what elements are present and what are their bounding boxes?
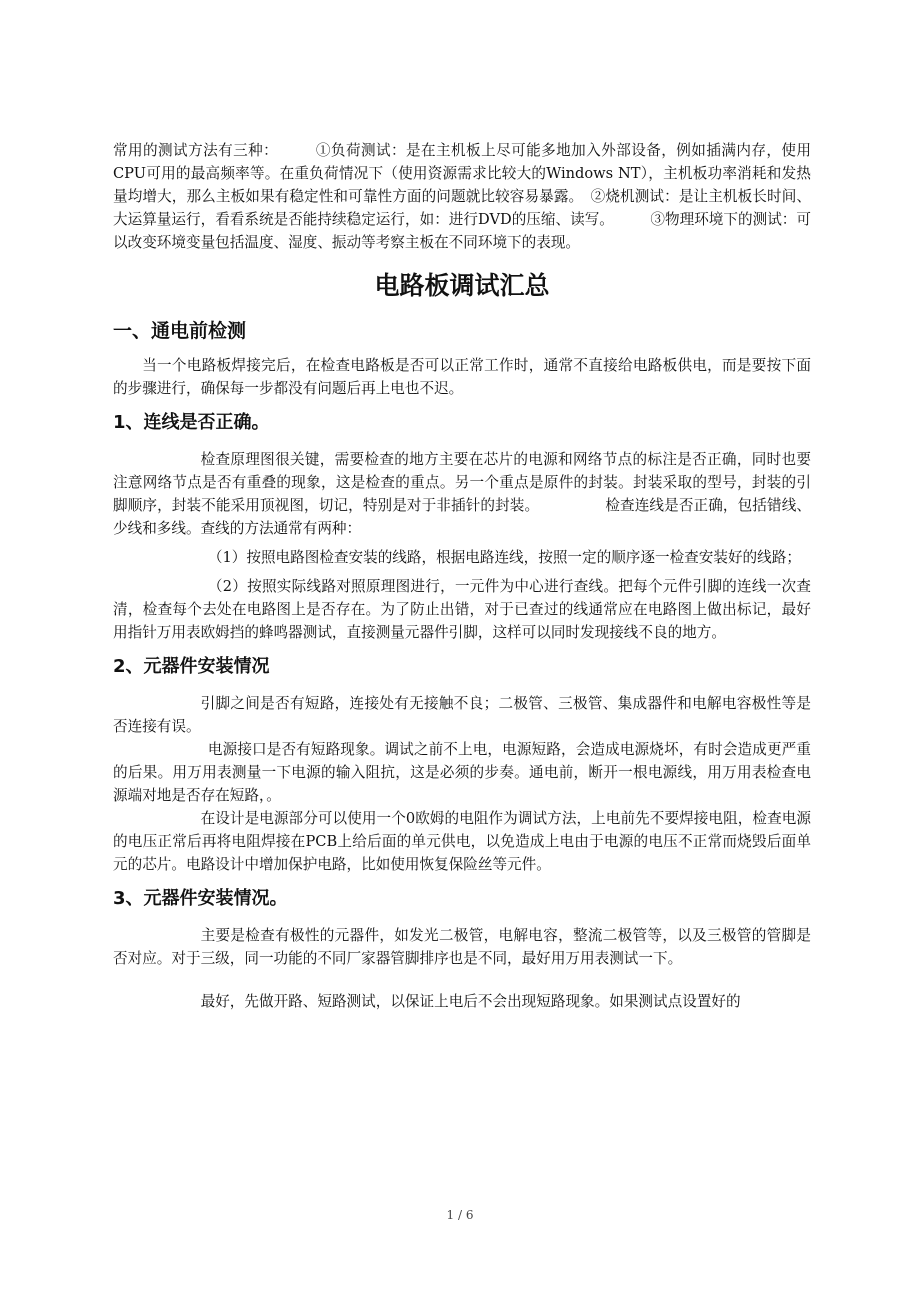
subsection-heading-wiring: 1、连线是否正确。 <box>113 412 270 433</box>
subsection-heading-component-install-2: 3、元器件安装情况。 <box>113 888 288 909</box>
section-heading-pre-power-check: 一、通电前检测 <box>113 320 247 342</box>
page-number: 1 / 6 <box>446 1208 474 1222</box>
page-content <box>113 139 811 1013</box>
list-item-1: （1）按照电路图检查安装的线路，根据电路连线，按照一定的顺序逐一检查安装好的线路； <box>207 549 801 566</box>
intro-paragraph: 常用的测试方法有三种： ①负荷测试：是在主机板上尽可能多地加入外部设备，例如插满内存，使用CPU可用的最高频率等。在重负荷情况下（使用资源需求比较大的Windows NT），主机板功率消耗和发热量均增大，那么主板如果有稳定性和可靠性方面的问题就比较容易暴露。 ②烧机测试：是让主机板长时间、大运算量运行，看看系统是否能持续稳定运行，如：进行DVD的压缩、读写。 ③物理环境下的测试：可以改变环境变量包括温度、湿度、振动等考察主板在不同环境下的表现。 <box>113 142 811 251</box>
paragraph: 电源接口是否有短路现象。调试之前不上电，电源短路，会造成电源烧坏，有时会造成更严重的后果。用万用表测量一下电源的输入阻抗，这是必须的步奏。通电前，断开一根电源线，用万用表检查电源端对地是否存在短路，。 <box>113 741 811 804</box>
page-title: 电路板调试汇总 <box>374 271 550 300</box>
list-item-2: （2）按照实际线路对照原理图进行，一元件为中心进行查线。把每个元件引脚的连线一次查清，检查每个去处在电路图上是否存在。为了防止出错，对于已查过的线通常应在电路图上做出标记，最好用指针万用表欧姆挡的蜂鸣器测试，直接测量元器件引脚，这样可以同时发现接线不良的地方。 <box>113 578 811 641</box>
paragraph: 在设计是电源部分可以使用一个0欧姆的电阻作为调试方法，上电前先不要焊接电阻，检查电源的电压正常后再将电阻焊接在PCB上给后面的单元供电，以免造成上电由于电源的电压不正常而烧毁后面单元的芯片。电路设计中增加保护电路，比如使用恢复保险丝等元件。 <box>113 810 811 873</box>
section-paragraph: 当一个电路板焊接完后，在检查电路板是否可以正常工作时，通常不直接给电路板供电，而是要按下面的步骤进行，确保每一步都没有问题后再上电也不迟。 <box>113 357 811 397</box>
paragraph: 引脚之间是否有短路，连接处有无接触不良；二极管、三极管、集成器件和电解电容极性等是否连接有误。 <box>113 695 811 735</box>
paragraph: 最好，先做开路、短路测试，以保证上电后不会出现短路现象。如果测试点设置好的 <box>200 993 741 1010</box>
paragraph: 检查原理图很关键，需要检查的地方主要在芯片的电源和网络节点的标注是否正确，同时也要注意网络节点是否有重叠的现象，这是检查的重点。另一个重点是原件的封装。封装采取的型号，封装的引脚顺序，封装不能采用顶视图，切记，特别是对于非插针的封装。 检查连线是否正确，包括错线、少线和多线。查线的方法通常有两种： <box>113 451 811 537</box>
subsection-heading-component-install: 2、元器件安装情况 <box>113 656 270 677</box>
paragraph: 主要是检查有极性的元器件，如发光二极管，电解电容，整流二极管等，以及三极管的管脚是否对应。对于三级，同一功能的不同厂家器管脚排序也是不同，最好用万用表测试一下。 <box>113 927 811 967</box>
